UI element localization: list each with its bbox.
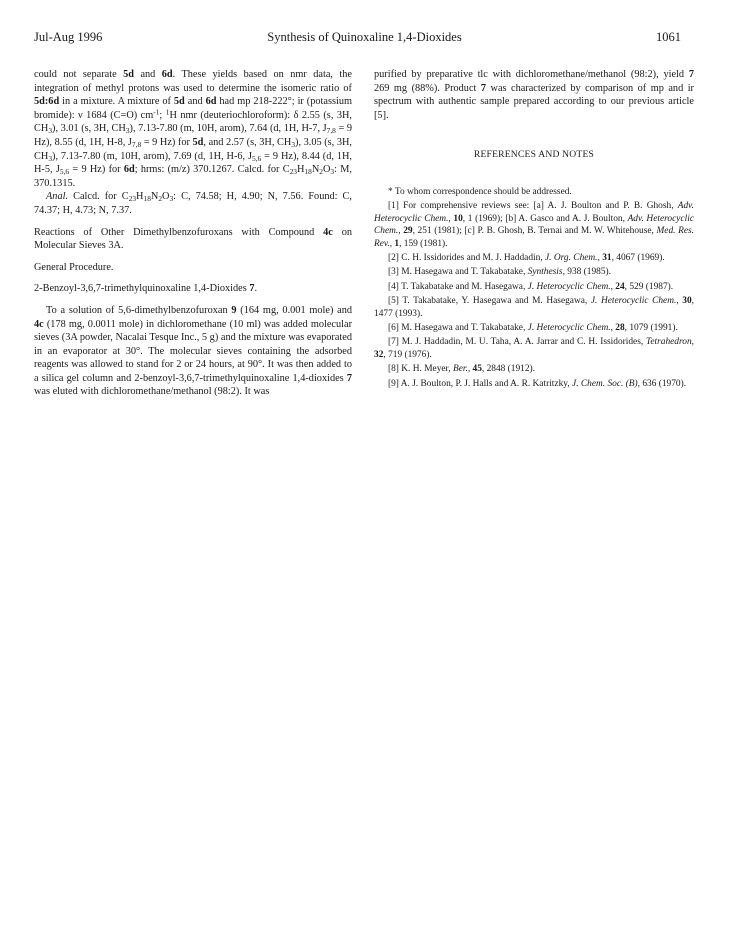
- right-column: [374, 68, 694, 392]
- reference-5: [5] T. Takabatake, Y. Hasegawa and M. Hasegawa, J. Heterocyclic Chem., 30, 1477 (1993).: [374, 296, 695, 319]
- procedure-paragraph: To a solution of 5,6-dimethylbenzofuroxan 9 (164 mg, 0.001 mole) and 4c (178 mg, 0.0011 mole) in dichloromethane (10 ml) was added molecular sieves (3A powder, Nacalai Tesque Inc., 5 g) and the mixture was evaporated in an evaporator at 30°. The molecular sieves containing the adsorbed reagents was allowed to stand for 2 or 24 hours, at 90°. It was then added to a silica gel column and 2-benzoyl-3,6,7-trimethylquinoxaline 1,4-dioxides 7 was eluted with dichloromethane/methanol (98:2). It was: [34, 304, 352, 398]
- nmr-data-paragraph: could not separate 5d and 6d. These yields based on nmr data, the integration of methyl protons was used to determine the isomeric ratio of 5d:6d in a mixture. A mixture of 5d and 6d had mp 218-222°; ir (potassium bromide): ν 1684 (C=O) $cm^{-1}$; $^1$H nmr (deuteriochloroform): δ 2.55 (s, 3H, $CH_3$), 3.01 (s, 3H, $CH_3$), 7.13-7.80 (m, 10H, arom), 7.64 (d, 1H, H-7, $J_{7,8} = 9$ Hz), 8.55 (d, 1H, H-8, $J_{7,8} = 9$ Hz) for 5d, and 2.57 (s, 3H, $CH_3$), 3.05 (s, 3H, $CH_3$), 7.13-7.80 (m, 10H, arom), 7.69 (d, 1H, H-6, $J_{5,6} = 9$ Hz), 8.44 (d, 1H, H-5, $J_{5,6} = 9$ Hz) for 6d; hrms: (m/z) 370.1267. Calcd. for $C_{23}H_{18}N_2O_3$: M, 370.1315.: [34, 69, 353, 189]
- running-header-title: Synthesis of Quinoxaline 1,4-Dioxides: [267, 30, 462, 44]
- purification-paragraph: purified by preparative tlc with dichloromethane/methanol (98:2), yield 7 269 mg (88%). Product 7 was characterized by comparison of mp and ir spectrum with authentic sample prepared according to our previous article [5].: [374, 69, 694, 121]
- page-number: 1061: [656, 30, 681, 44]
- reference-8: [8] K. H. Meyer, Ber., 45, 2848 (1912).: [388, 364, 536, 375]
- reference-9: [9] A. J. Boulton, P. J. Halls and A. R. Katritzky, J. Chem. Soc. (B), 636 (1970).: [388, 378, 687, 389]
- reference-1: [1] For comprehensive reviews see: [a] A. J. Boulton and P. B. Ghosh, Adv. Heterocyclic Chem., 10, 1 (1969); [b] A. Gasco and A. J. Boulton, Adv. Heterocyclic Chem., 29, 251 (1981); [c] P. B. Ghosh, B. Ternai and M. W. Whitehouse, Med. Res. Rev., 1, 159 (1981).: [374, 201, 694, 249]
- reference-7: [7] M. J. Haddadin, M. U. Taha, A. A. Jarrar and C. H. Issidorides, Tetrahedron, 32, 719 (1976).: [374, 337, 694, 360]
- references-heading: REFERENCES AND NOTES: [473, 149, 595, 161]
- reference-6: [6] M. Hasegawa and T. Takabatake, J. Heterocyclic Chem., 28, 1079 (1991).: [388, 323, 678, 334]
- compound-heading: 2-Benzoyl-3,6,7-trimethylquinoxaline 1,4-Dioxides 7.: [34, 283, 258, 295]
- reference-3: [3] M. Hasegawa and T. Takabatake, Synthesis, 938 (1985).: [388, 267, 611, 278]
- left-column: [34, 68, 352, 399]
- reference-4: [4] T. Takabatake and M. Hasegawa, J. Heterocyclic Chem., 24, 529 (1987).: [388, 281, 674, 292]
- reference-2: [2] C. H. Issidorides and M. J. Haddadin, J. Org. Chem., 31, 4067 (1969).: [388, 253, 665, 263]
- section-heading-reactions: Reactions of Other Dimethylbenzofuroxans with Compound 4c on Molecular Sieves 3A.: [34, 226, 352, 252]
- reference-footnote: * To whom correspondence should be addressed.: [388, 186, 572, 197]
- section-heading-general-procedure: General Procedure.: [34, 261, 114, 273]
- running-header-date: Jul-Aug 1996: [34, 30, 103, 44]
- analysis-paragraph: Anal. Calcd. for $C_{23}H_{18}N_2O_3$: C, 74.58; H, 4.90; N, 7.56. Found: C, 74.37; H, 4.73; N, 7.37.: [34, 191, 352, 216]
